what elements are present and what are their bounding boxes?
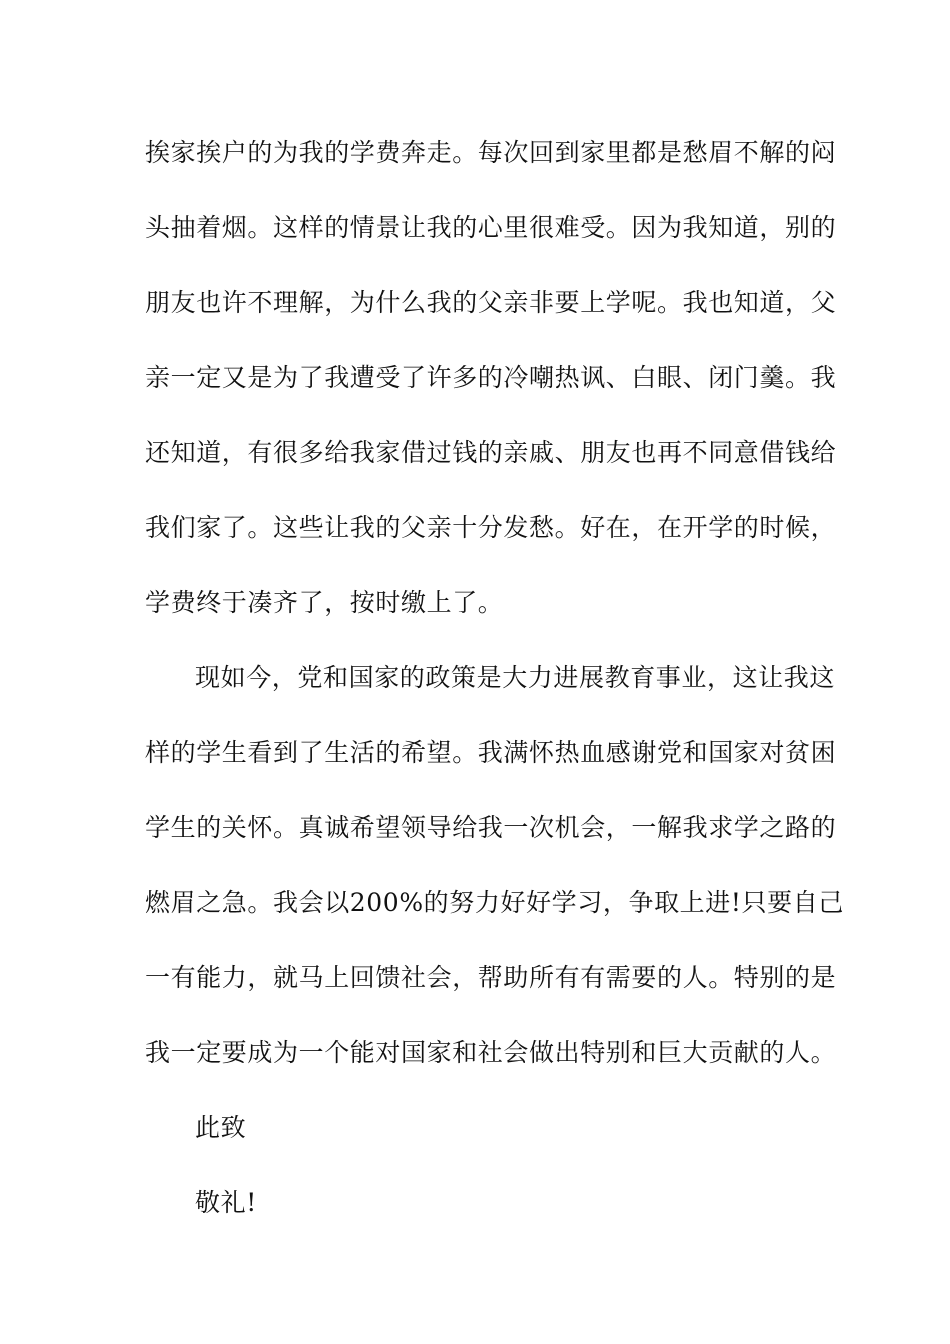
text-line: 我们家了。这些让我的父亲十分发愁。好在，在开学的时候， bbox=[145, 513, 837, 542]
letter-body bbox=[145, 128, 844, 1253]
text-line: 样的学生看到了生活的希望。我满怀热血感谢党和国家对贫困 bbox=[145, 738, 837, 767]
closing-regards: 敬礼! bbox=[195, 1188, 257, 1217]
text-line: 学生的关怀。真诚希望领导给我一次机会，一解我求学之路的 bbox=[145, 813, 837, 842]
text-line: 挨家挨户的为我的学费奔走。每次回到家里都是愁眉不解的闷 bbox=[145, 138, 837, 167]
text-line: 头抽着烟。这样的情景让我的心里很难受。因为我知道，别的 bbox=[145, 213, 837, 242]
text-line: 还知道，有很多给我家借过钱的亲戚、朋友也再不同意借钱给 bbox=[145, 438, 837, 467]
text-line: 一有能力，就马上回馈社会，帮助所有有需要的人。特别的是 bbox=[145, 963, 837, 992]
text-line: 现如今，党和国家的政策是大力进展教育事业，这让我这 bbox=[195, 663, 836, 692]
text-line: 亲一定又是为了我遭受了许多的冷嘲热讽、白眼、闭门羹。我 bbox=[145, 363, 837, 392]
text-line: 我一定要成为一个能对国家和社会做出特别和巨大贡献的人。 bbox=[145, 1038, 837, 1067]
text-line: 燃眉之急。我会以200%的努力好好学习，争取上进!只要自己 bbox=[145, 888, 844, 917]
text-line: 学费终于凑齐了，按时缴上了。 bbox=[145, 588, 504, 617]
text-line: 朋友也许不理解，为什么我的父亲非要上学呢。我也知道，父 bbox=[145, 288, 837, 317]
closing-salutation: 此致 bbox=[195, 1113, 247, 1142]
